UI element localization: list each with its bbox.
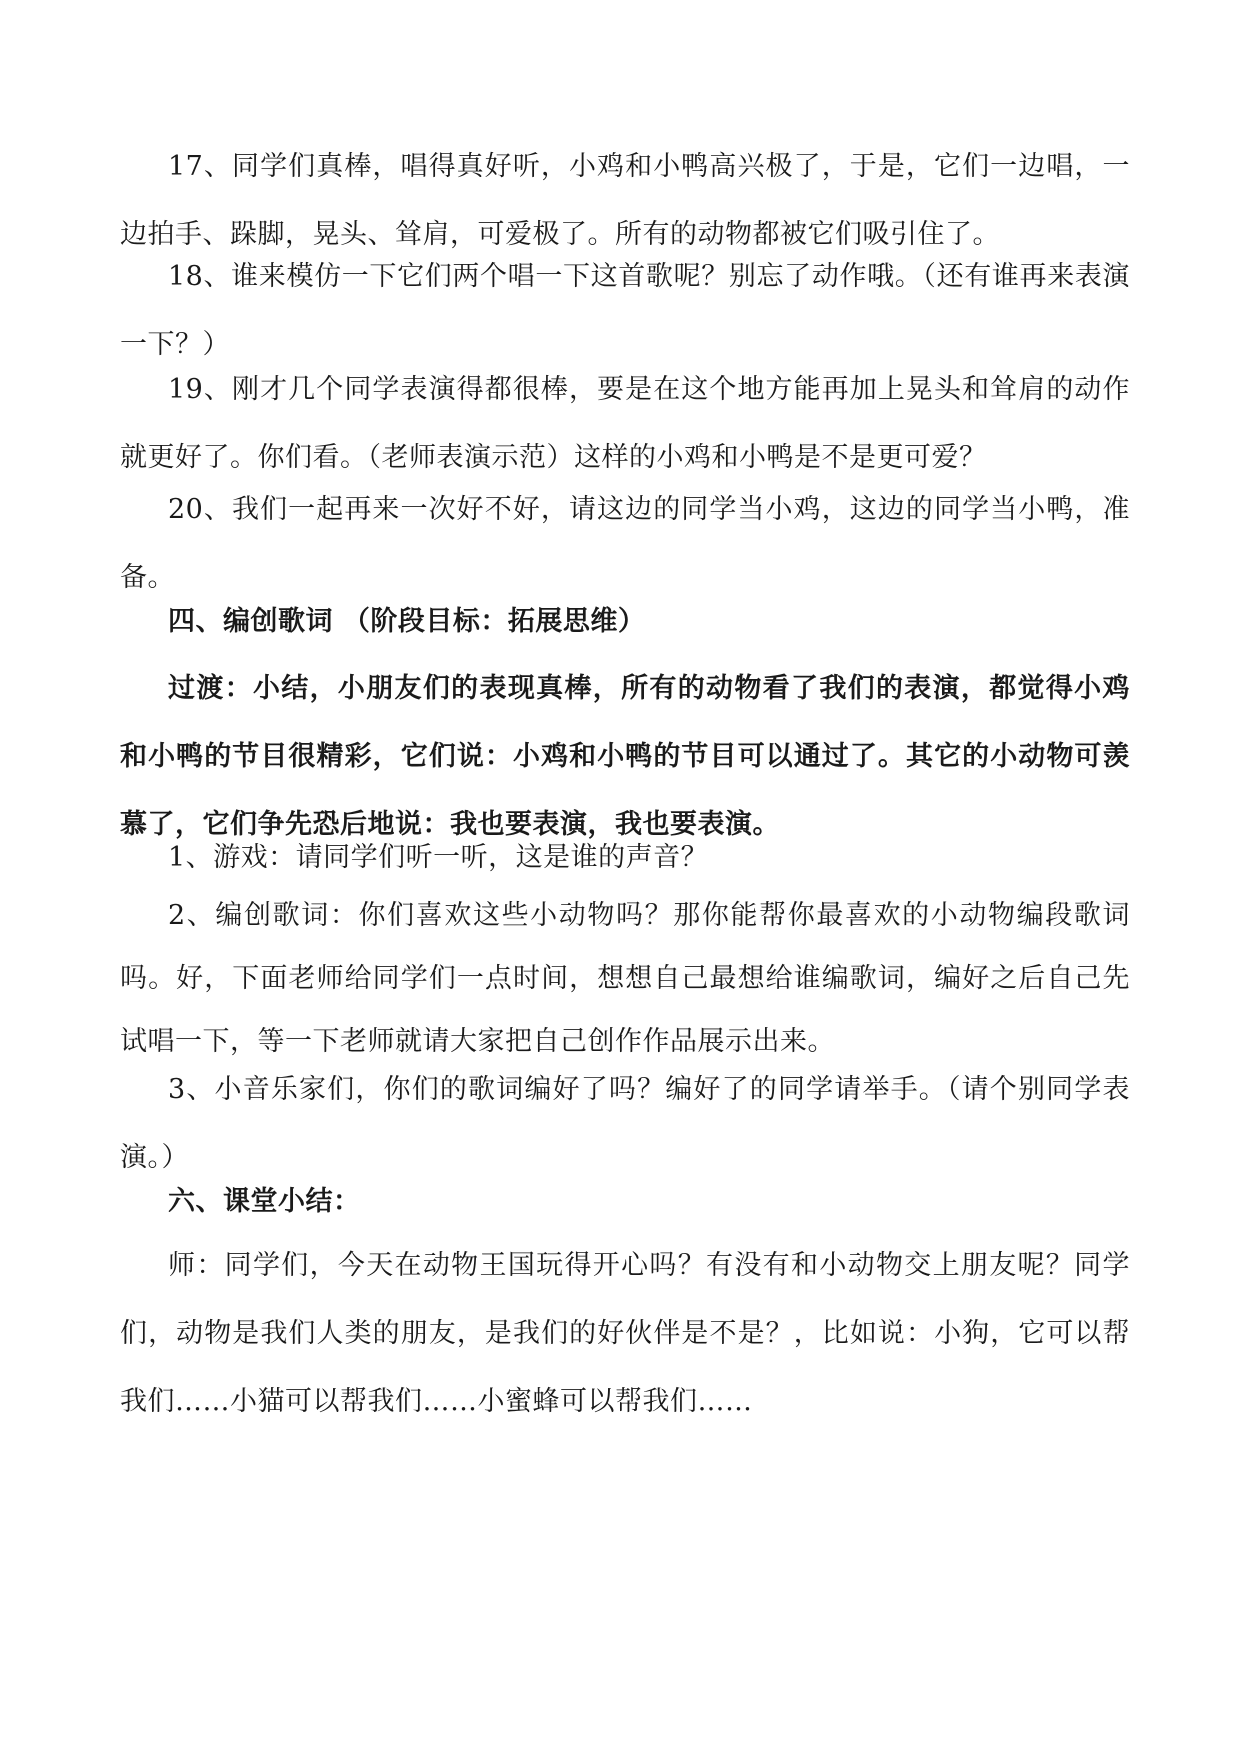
paragraph-17: 17、同学们真棒，唱得真好听，小鸡和小鸭高兴极了，于是，它们一边唱，一边拍手、跺脚，晃头、耸肩，可爱极了。所有的动物都被它们吸引住了。 — [120, 151, 1130, 250]
section-heading-4: 四、编创歌词 （阶段目标：拓展思维） — [168, 606, 646, 637]
list-item-1: 1、游戏：请同学们听一听，这是谁的声音？ — [168, 842, 709, 873]
transition-paragraph: 过渡：小结，小朋友们的表现真棒，所有的动物看了我们的表演，都觉得小鸡和小鸭的节目很精彩，它们说：小鸡和小鸭的节目可以通过了。其它的小动物可羡慕了，它们争先恐后地说：我也要表演，我也要表演。 — [120, 673, 1130, 840]
list-item-3: 3、小音乐家们，你们的歌词编好了吗？编好了的同学请举手。（请个别同学表演。） — [120, 1074, 1130, 1173]
summary-paragraph: 师：同学们，今天在动物王国玩得开心吗？有没有和小动物交上朋友呢？同学们，动物是我们人类的朋友，是我们的好伙伴是不是？，比如说：小狗，它可以帮我们……小猫可以帮我们……小蜜蜂可以帮我们…… — [120, 1250, 1130, 1417]
paragraph-20: 20、我们一起再来一次好不好，请这边的同学当小鸡，这边的同学当小鸭，准备。 — [120, 494, 1130, 593]
paragraph-19: 19、刚才几个同学表演得都很棒，要是在这个地方能再加上晃头和耸肩的动作就更好了。你们看。（老师表演示范）这样的小鸡和小鸭是不是更可爱？ — [120, 374, 1130, 473]
list-item-2: 2、编创歌词：你们喜欢这些小动物吗？那你能帮你最喜欢的小动物编段歌词吗。好，下面老师给同学们一点时间，想想自己最想给谁编歌词，编好之后自己先试唱一下，等一下老师就请大家把自己创作作品展示出来。 — [120, 900, 1130, 1057]
section-heading-6: 六、课堂小结： — [168, 1186, 361, 1217]
paragraph-18: 18、谁来模仿一下它们两个唱一下这首歌呢？别忘了动作哦。（还有谁再来表演一下？） — [120, 261, 1130, 360]
